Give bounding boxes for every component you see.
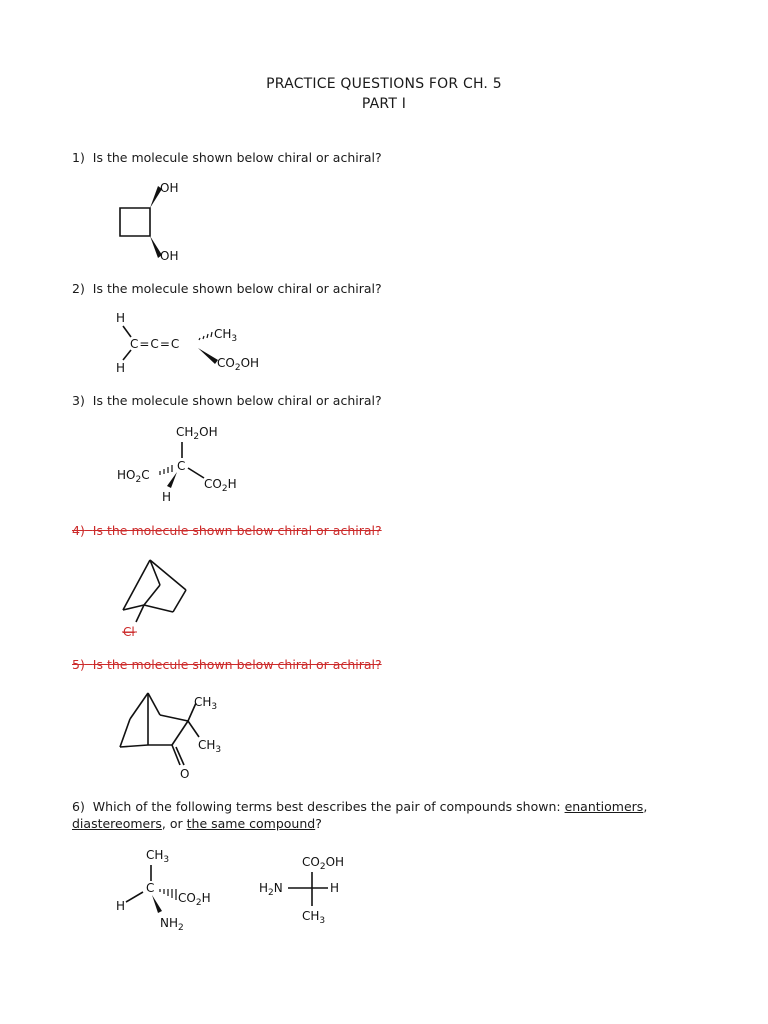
bond [148,693,160,715]
bond [123,350,131,360]
stereocenter-carbon: C [146,881,155,895]
allene-chain-label: C=C=C [130,337,181,351]
hash-bond [199,332,212,340]
bond [136,605,144,622]
question-number: 2) [72,281,85,296]
question-text: Is the molecule shown below chiral or achiral? [92,393,382,408]
question-5 [72,657,382,672]
bond [123,326,131,337]
hydroxyl-label: OH [160,181,179,195]
hydrogen-label: H [116,311,126,325]
hydrogen-label: H [162,490,172,504]
wedge-bond [152,895,162,913]
molecule-5-camphor [110,685,250,785]
bond [160,715,188,721]
amino-label: $NH_2$ [160,916,184,933]
hash-bond [160,889,176,900]
carboxyl-label: $HO_2C$ [117,468,150,485]
amino-label: $H_2N$ [259,881,283,898]
hash-bond [160,465,172,475]
question-number: 4) [72,523,85,538]
methyl-label: $CH_3$ [194,695,218,712]
bond [120,745,148,747]
page-subtitle: PART I [361,96,407,112]
methyl-label: $CH_3$ [146,848,170,865]
wedge-bond [167,472,177,488]
molecule-6a-wedge-dash [110,845,240,940]
question-2 [72,281,382,296]
question-text: Which of the following terms best describes the pair of compounds shown: [92,799,565,814]
option-same-compound: the same compound [186,816,316,831]
question-number: 3) [72,393,85,408]
bond [120,719,130,747]
question-6: 6) Which of the following terms best describes the pair of compounds shown: enantiomers, diastereomers, or the same compound? [72,799,648,831]
hydrogen-label: H [330,881,340,895]
molecule-3-stereocenter [110,420,270,510]
question-text: Is the molecule shown below chiral or achiral? [92,150,382,165]
question-3 [72,393,382,408]
molecule-2-allene [110,308,280,378]
bond [144,585,160,605]
page-title: PRACTICE QUESTIONS FOR CH. 5 [266,76,502,92]
carboxyl-label: $CO_2H$ [178,891,211,908]
carboxyl-label: $CO_2H$ [204,477,237,494]
stereocenter-carbon: C [177,459,186,473]
question-number: 1) [72,150,85,165]
bond [188,721,199,737]
option-enantiomers: enantiomers [564,799,644,814]
carbonyl-oxygen-label: O [180,767,190,781]
question-number: 5) [72,657,85,672]
bond [126,892,143,902]
molecule-1-cyclobutanediol [110,175,200,270]
question-number: 6) [72,799,85,814]
question-text: Is the molecule shown below chiral or achiral? [92,523,382,538]
chloro-label: Cl [123,625,135,639]
bond [144,605,173,612]
bond [172,721,188,745]
molecule-6b-fischer [258,850,368,930]
question-text: Is the molecule shown below chiral or achiral? [92,657,382,672]
question-1 [72,150,382,165]
hydrogen-label: H [116,899,126,913]
cyclobutane-ring [120,208,150,236]
molecule-4-bicyclic [110,550,220,645]
bond [188,468,204,478]
methyl-label: $CH_3$ [198,738,222,755]
hydroxyl-label: OH [160,249,179,263]
question-text: Is the molecule shown below chiral or achiral? [92,281,382,296]
hydroxymethyl-label: $CH_2OH$ [176,425,218,442]
methyl-label: $CH_3$ [214,327,238,344]
bond [173,590,186,612]
carboxyl-label: $CO_2OH$ [217,356,260,373]
option-diastereomers: diastereomers [72,816,162,831]
hydrogen-label: H [116,361,126,375]
methyl-label: $CH_3$ [302,909,326,926]
question-4 [72,523,382,538]
carboxyl-label: $CO_2OH$ [302,855,345,872]
bond [130,693,148,719]
wedge-bond [198,348,218,364]
